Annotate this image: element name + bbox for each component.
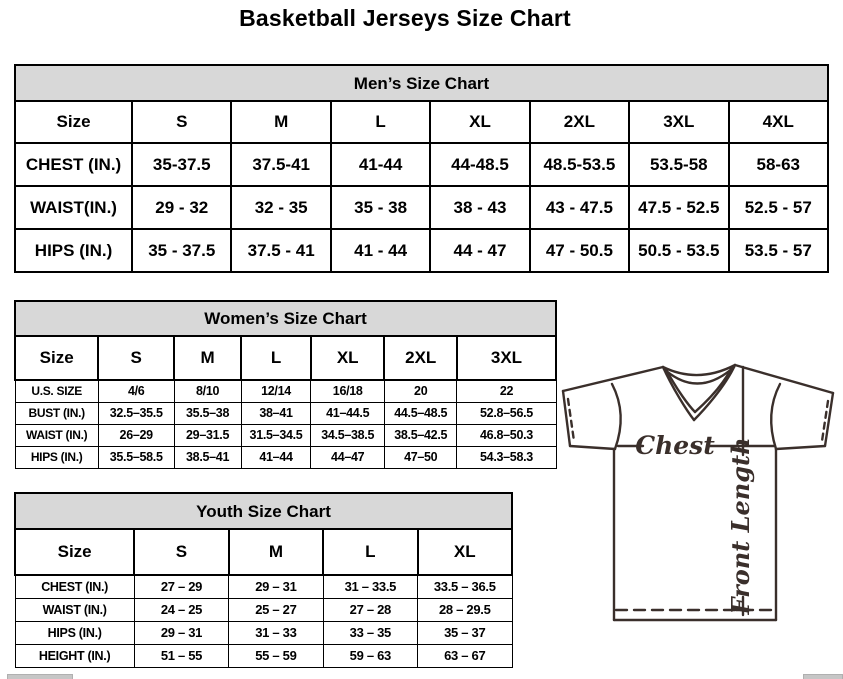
womens-table-row: [15, 402, 556, 424]
mens-column-header: XL: [430, 101, 529, 143]
mens-value-cell: 53.5-58: [629, 143, 728, 186]
mens-column-header: 3XL: [629, 101, 728, 143]
mens-value-cell: 35 - 38: [331, 186, 430, 229]
youth-table-row: [15, 644, 512, 667]
womens-value-cell: 47–50: [384, 446, 456, 468]
womens-value-cell: 41–44: [241, 446, 311, 468]
womens-value-cell: 38.5–42.5: [384, 424, 456, 446]
womens-table-row: [15, 446, 556, 468]
youth-row-label: WAIST (IN.): [15, 598, 134, 621]
womens-column-header: 2XL: [384, 336, 456, 380]
mens-value-cell: 58-63: [729, 143, 829, 186]
mens-value-cell: 47.5 - 52.5: [629, 186, 728, 229]
jersey-diagram: [557, 357, 841, 631]
right-sleeve-end: [776, 446, 825, 449]
mens-value-cell: 50.5 - 53.5: [629, 229, 728, 272]
womens-value-cell: 35.5–58.5: [98, 446, 174, 468]
womens-value-cell: 44–47: [311, 446, 385, 468]
mens-value-cell: 41 - 44: [331, 229, 430, 272]
youth-row-label: CHEST (IN.): [15, 575, 134, 598]
mens-value-cell: 35 - 37.5: [132, 229, 231, 272]
youth-value-cell: 25 – 27: [229, 598, 323, 621]
mens-row-label: HIPS (IN.): [15, 229, 132, 272]
womens-value-cell: 31.5–34.5: [241, 424, 311, 446]
mens-value-cell: 29 - 32: [132, 186, 231, 229]
womens-row-label: HIPS (IN.): [15, 446, 98, 468]
mens-size-table: [14, 100, 829, 273]
jersey-diagram-svg: [557, 357, 841, 631]
youth-value-cell: 27 – 28: [323, 598, 417, 621]
page-title: Basketball Jerseys Size Chart: [239, 5, 571, 31]
womens-column-header: S: [98, 336, 174, 380]
youth-column-header: Size: [15, 529, 134, 575]
scrollbar-fragment-right[interactable]: [803, 674, 843, 679]
mens-table-row: [15, 143, 828, 186]
mens-header-row: [15, 101, 828, 143]
youth-column-header: XL: [418, 529, 512, 575]
womens-value-cell: 4/6: [98, 380, 174, 402]
womens-value-cell: 8/10: [174, 380, 241, 402]
mens-value-cell: 53.5 - 57: [729, 229, 829, 272]
mens-column-header: 4XL: [729, 101, 829, 143]
youth-value-cell: 31 – 33.5: [323, 575, 417, 598]
womens-value-cell: 54.3–58.3: [457, 446, 556, 468]
mens-value-cell: 52.5 - 57: [729, 186, 829, 229]
youth-table-row: [15, 575, 512, 598]
womens-size-table: [14, 335, 557, 469]
mens-column-header: M: [231, 101, 330, 143]
youth-table-row: [15, 598, 512, 621]
left-sleeve-end: [570, 446, 615, 449]
womens-column-header: M: [174, 336, 241, 380]
mens-value-cell: 35-37.5: [132, 143, 231, 186]
youth-value-cell: 33 – 35: [323, 621, 417, 644]
youth-value-cell: 63 – 67: [418, 644, 512, 667]
womens-column-header: L: [241, 336, 311, 380]
mens-column-header: L: [331, 101, 430, 143]
youth-value-cell: 28 – 29.5: [418, 598, 512, 621]
womens-header-row: [15, 336, 556, 380]
youth-value-cell: 35 – 37: [418, 621, 512, 644]
womens-value-cell: 41–44.5: [311, 402, 385, 424]
womens-column-header: 3XL: [457, 336, 556, 380]
youth-column-header: M: [229, 529, 323, 575]
womens-value-cell: 32.5–35.5: [98, 402, 174, 424]
youth-value-cell: 55 – 59: [229, 644, 323, 667]
womens-value-cell: 38–41: [241, 402, 311, 424]
youth-column-header: L: [323, 529, 417, 575]
youth-value-cell: 59 – 63: [323, 644, 417, 667]
scrollbar-fragment-left[interactable]: [7, 674, 73, 679]
womens-value-cell: 20: [384, 380, 456, 402]
youth-column-header: S: [134, 529, 228, 575]
mens-value-cell: 48.5-53.5: [530, 143, 629, 186]
womens-column-header: XL: [311, 336, 385, 380]
womens-value-cell: 26–29: [98, 424, 174, 446]
womens-table-row: [15, 380, 556, 402]
right-shoulder-line: [735, 365, 833, 393]
womens-value-cell: 12/14: [241, 380, 311, 402]
mens-chart-title: Men’s Size Chart: [14, 64, 829, 102]
mens-row-label: WAIST(IN.): [15, 186, 132, 229]
chest-label: Chest: [635, 431, 715, 460]
womens-value-cell: 52.8–56.5: [457, 402, 556, 424]
youth-table-row: [15, 621, 512, 644]
youth-value-cell: 31 – 33: [229, 621, 323, 644]
womens-value-cell: 22: [457, 380, 556, 402]
mens-value-cell: 44-48.5: [430, 143, 529, 186]
vneck-inner-left: [667, 371, 695, 412]
mens-value-cell: 32 - 35: [231, 186, 330, 229]
womens-value-cell: 16/18: [311, 380, 385, 402]
womens-value-cell: 38.5–41: [174, 446, 241, 468]
youth-header-row: [15, 529, 512, 575]
youth-row-label: HIPS (IN.): [15, 621, 134, 644]
mens-value-cell: 37.5-41: [231, 143, 330, 186]
womens-row-label: WAIST (IN.): [15, 424, 98, 446]
womens-value-cell: 34.5–38.5: [311, 424, 385, 446]
mens-size-chart-section: [14, 64, 829, 273]
youth-value-cell: 24 – 25: [134, 598, 228, 621]
youth-size-chart-section: [14, 492, 513, 668]
youth-value-cell: 33.5 – 36.5: [418, 575, 512, 598]
womens-value-cell: 29–31.5: [174, 424, 241, 446]
mens-column-header: S: [132, 101, 231, 143]
mens-value-cell: 47 - 50.5: [530, 229, 629, 272]
mens-column-header: Size: [15, 101, 132, 143]
mens-value-cell: 37.5 - 41: [231, 229, 330, 272]
mens-column-header: 2XL: [530, 101, 629, 143]
left-armhole-seam: [612, 384, 621, 449]
womens-column-header: Size: [15, 336, 98, 380]
mens-value-cell: 44 - 47: [430, 229, 529, 272]
youth-value-cell: 51 – 55: [134, 644, 228, 667]
youth-size-table: [14, 528, 513, 668]
youth-row-label: HEIGHT (IN.): [15, 644, 134, 667]
womens-value-cell: 35.5–38: [174, 402, 241, 424]
mens-value-cell: 41-44: [331, 143, 430, 186]
front-length-label: Front Length: [726, 437, 755, 615]
womens-size-chart-section: [14, 300, 557, 469]
womens-row-label: U.S. SIZE: [15, 380, 98, 402]
womens-row-label: BUST (IN.): [15, 402, 98, 424]
right-armhole-seam: [771, 384, 780, 449]
youth-value-cell: 29 – 31: [134, 621, 228, 644]
womens-chart-title: Women’s Size Chart: [14, 300, 557, 337]
womens-value-cell: 44.5–48.5: [384, 402, 456, 424]
mens-value-cell: 43 - 47.5: [530, 186, 629, 229]
mens-row-label: CHEST (IN.): [15, 143, 132, 186]
mens-table-row: [15, 186, 828, 229]
youth-chart-title: Youth Size Chart: [14, 492, 513, 530]
mens-value-cell: 38 - 43: [430, 186, 529, 229]
womens-table-row: [15, 424, 556, 446]
mens-table-row: [15, 229, 828, 272]
youth-value-cell: 29 – 31: [229, 575, 323, 598]
youth-value-cell: 27 – 29: [134, 575, 228, 598]
womens-value-cell: 46.8–50.3: [457, 424, 556, 446]
